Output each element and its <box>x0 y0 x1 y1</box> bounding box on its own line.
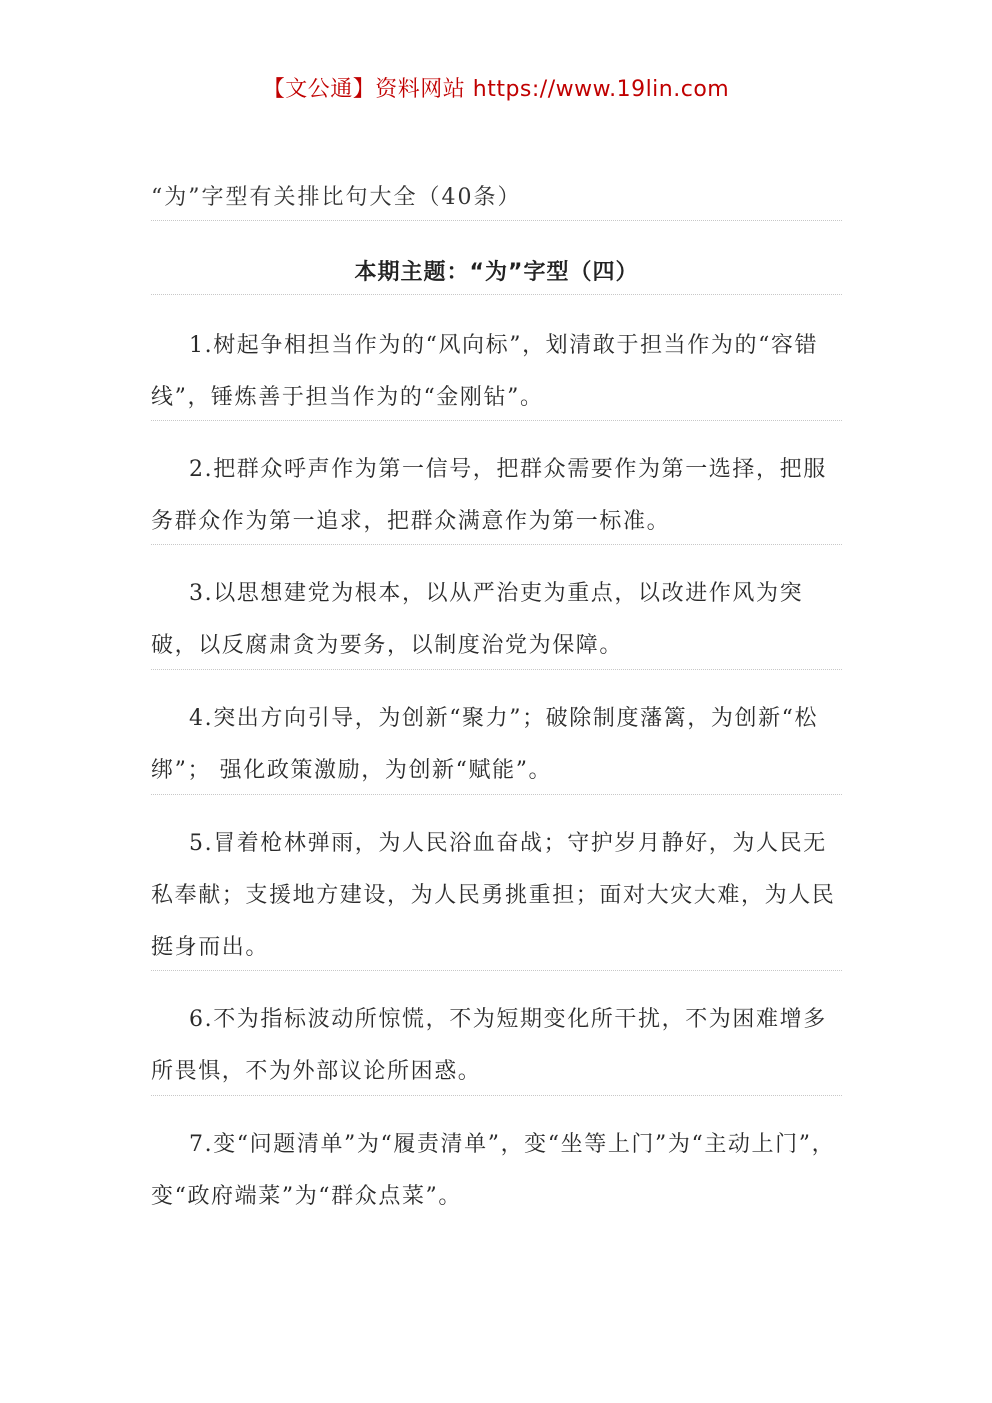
divider-rule <box>151 220 842 221</box>
divider-rule <box>151 794 842 795</box>
list-item-7: 7.变“问题清单”为“履责清单”，变“坐等上门”为“主动上门”，变“政府端菜”为“群众点菜”。 <box>151 1132 836 1209</box>
list-item-1: 1.树起争相担当作为的“风向标”，划清敢于担当作为的“容错线”，锤炼善于担当作为的“金刚钻”。 <box>151 333 819 410</box>
list-item-2: 2.把群众呼声作为第一信号，把群众需要作为第一选择，把服务群众作为第一追求，把群众满意作为第一标准。 <box>151 457 827 534</box>
divider-rule <box>151 669 842 670</box>
document-title: “为”字型有关排比句大全（40条） <box>151 185 522 210</box>
list-item-5: 5.冒着枪林弹雨，为人民浴血奋战；守护岁月静好，为人民无私奉献；支援地方建设，为人民勇挑重担；面对大灾大难，为人民挺身而出。 <box>151 831 836 960</box>
divider-rule <box>151 294 842 295</box>
divider-rule <box>151 420 842 421</box>
list-item-6: 6.不为指标波动所惊慌，不为短期变化所干扰，不为困难增多所畏惧，不为外部议论所困惑。 <box>151 1007 827 1084</box>
divider-rule <box>151 544 842 545</box>
site-header-banner: 【文公通】资料网站 https://www.19lin.com <box>262 77 730 102</box>
divider-rule <box>151 1095 842 1096</box>
list-item-3: 3.以思想建党为根本，以从严治吏为重点，以改进作风为突破，以反腐肃贪为要务，以制度治党为保障。 <box>151 581 804 658</box>
list-item-4: 4.突出方向引导，为创新“聚力”；破除制度藩篱，为创新“松绑”； 强化政策激励，为创新“赋能”。 <box>151 706 819 783</box>
theme-heading: 本期主题：“为”字型（四） <box>354 260 639 285</box>
divider-rule <box>151 970 842 971</box>
